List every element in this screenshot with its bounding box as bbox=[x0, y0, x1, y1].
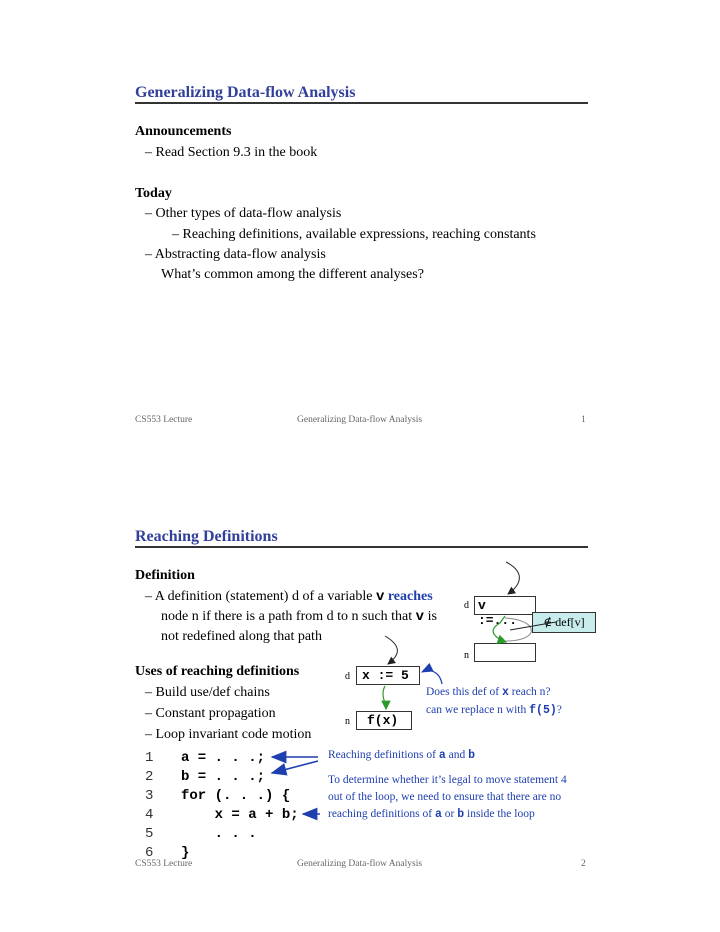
reach-question-line-1: Does this def of x reach n? bbox=[426, 686, 551, 699]
slide2-page-number: 2 bbox=[581, 859, 586, 869]
diagram1-definition-box: v :=... bbox=[474, 596, 536, 615]
loop-motion-note: To determine whether it’s legal to move statement 4 out of the loop, we need to ensure that there are no reaching definitions of a or b inside the loop bbox=[328, 774, 567, 821]
today-item: – Abstracting data-flow analysis bbox=[145, 247, 326, 262]
slide2-footer-left: CS553 Lecture bbox=[135, 859, 193, 869]
not-in-def-pointer bbox=[510, 622, 556, 630]
diagram2-n-label: n bbox=[345, 716, 350, 727]
code-line: 5 . . . bbox=[145, 826, 257, 842]
diagram1-path-cloud bbox=[505, 618, 531, 641]
reach-question-line-2: can we replace n with f(5)? bbox=[426, 704, 562, 717]
definition-heading: Definition bbox=[135, 568, 195, 583]
code-line: 3 for (. . .) { bbox=[145, 788, 291, 804]
code-line: 2 b = . . .; bbox=[145, 769, 266, 785]
slide1-page-number: 1 bbox=[581, 415, 586, 425]
diagram1-path-cloud bbox=[493, 616, 506, 642]
definition-line-1: – A definition (statement) d of a variable v reaches bbox=[145, 589, 433, 605]
diagram2-def-to-use-arrow bbox=[383, 686, 386, 709]
slide1-title: Generalizing Data-flow Analysis bbox=[135, 84, 356, 101]
code-line: 4 x = a + b; bbox=[145, 807, 299, 823]
uses-heading: Uses of reaching definitions bbox=[135, 664, 300, 679]
uses-item: – Loop invariant code motion bbox=[145, 727, 312, 742]
code-line: 6 } bbox=[145, 845, 190, 861]
diagram1-incoming-arrow bbox=[506, 562, 519, 594]
diagram2-definition-box: x := 5 bbox=[356, 666, 420, 685]
reaching-defs-note: Reaching definitions of a and b bbox=[328, 749, 475, 762]
diagram2-d-label: d bbox=[345, 671, 350, 682]
today-heading: Today bbox=[135, 186, 172, 201]
not-in-def-box: ∉ def[v] bbox=[532, 612, 596, 633]
today-item: – Other types of data-flow analysis bbox=[145, 206, 342, 221]
diagram1-n-label: n bbox=[464, 650, 469, 661]
definition-line-3: not redefined along that path bbox=[161, 629, 322, 644]
slide2-footer-center: Generalizing Data-flow Analysis bbox=[297, 859, 423, 869]
today-subitem: – Reaching definitions, available expressions, reaching constants bbox=[172, 227, 536, 242]
slide2-title: Reaching Definitions bbox=[135, 528, 278, 545]
today-item-continuation: What’s common among the different analyses? bbox=[161, 267, 424, 282]
uses-item: – Build use/def chains bbox=[145, 685, 270, 700]
definition-line-2: node n if there is a path from d to n such that v is bbox=[161, 609, 437, 625]
diagram2-use-box: f(x) bbox=[356, 711, 412, 730]
announcements-heading: Announcements bbox=[135, 124, 232, 139]
arrow-to-line-b bbox=[272, 761, 318, 773]
code-line: 1 a = . . .; bbox=[145, 750, 266, 766]
uses-item: – Constant propagation bbox=[145, 706, 276, 721]
announcement-item: – Read Section 9.3 in the book bbox=[145, 145, 318, 160]
slide1-footer-left: CS553 Lecture bbox=[135, 415, 193, 425]
slide1-footer-center: Generalizing Data-flow Analysis bbox=[297, 415, 423, 425]
diagram1-d-label: d bbox=[464, 600, 469, 611]
question-pointer-arrow bbox=[422, 671, 442, 685]
diagram2-incoming-arrow bbox=[385, 636, 397, 664]
